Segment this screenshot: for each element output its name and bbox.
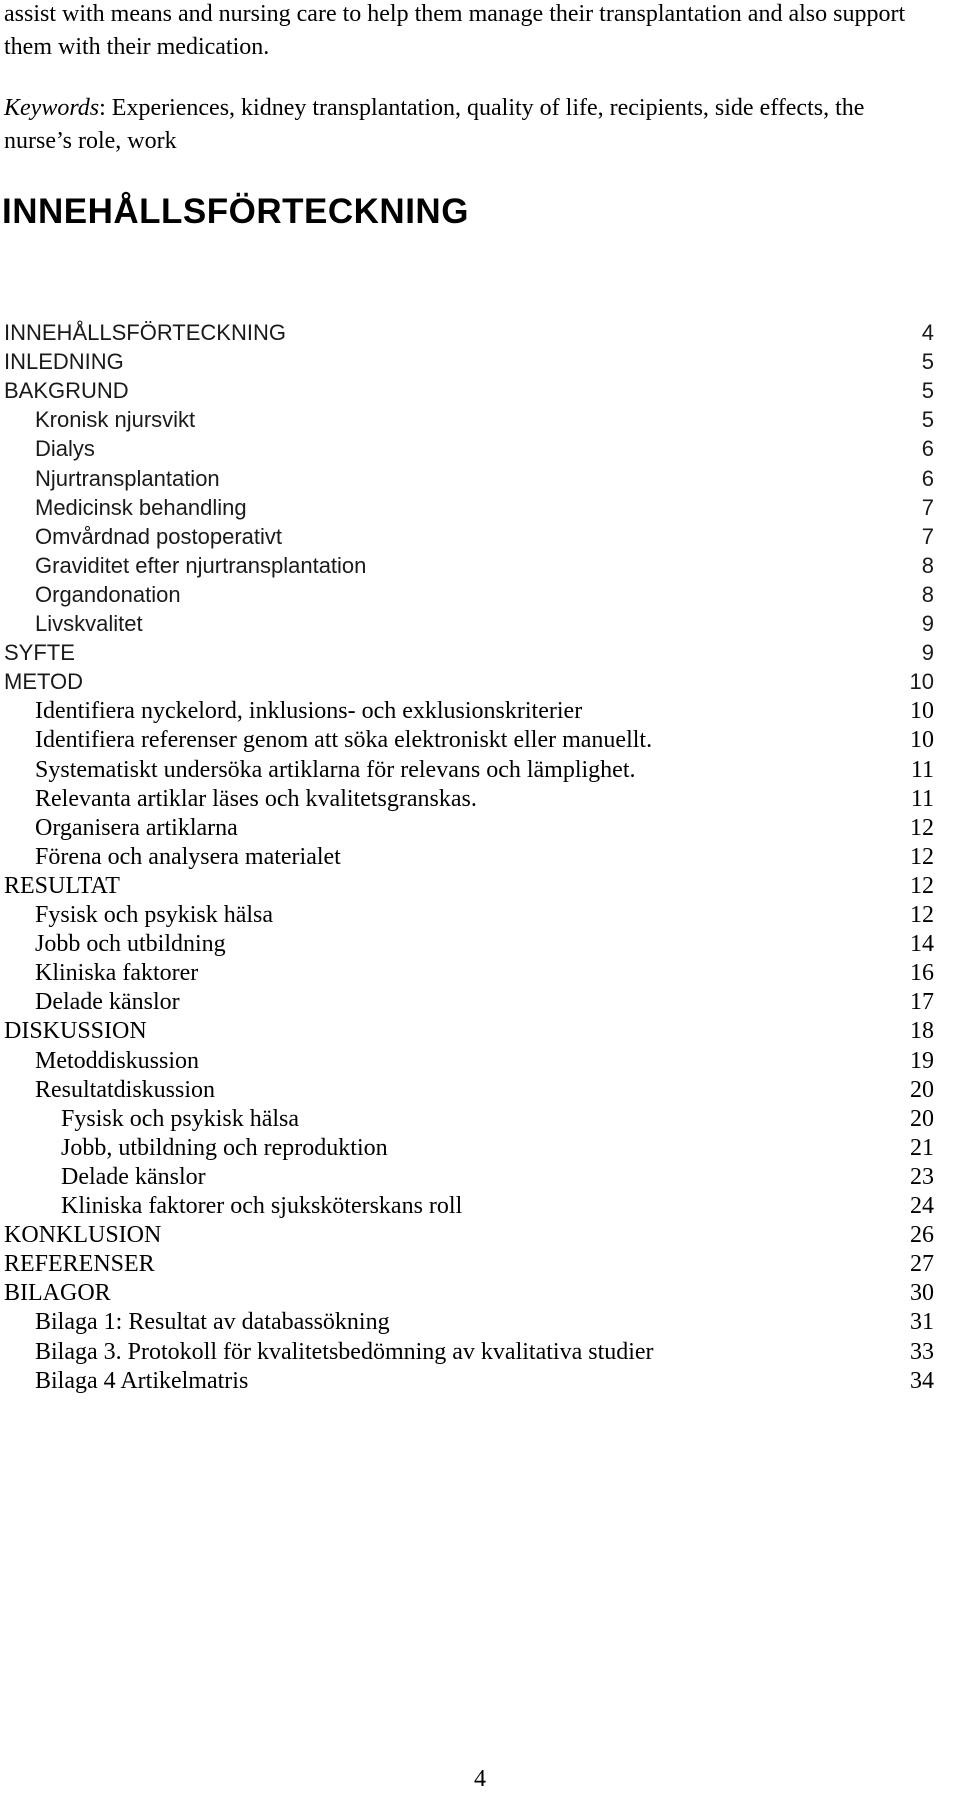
toc-entry-title: BAKGRUND — [4, 378, 129, 404]
toc-entry-page: 5 — [921, 349, 934, 375]
toc-entry[interactable] — [4, 1016, 934, 1048]
toc-entry[interactable] — [4, 376, 934, 408]
toc-entry-title: Resultatdiskussion — [35, 1076, 216, 1103]
toc-entry[interactable] — [4, 900, 934, 932]
toc-entry-title: BILAGOR — [4, 1280, 111, 1307]
toc-entry-page: 7 — [921, 523, 934, 549]
toc-entry-title: Identifiera nyckelord, inklusions- och exklusionskriterier — [35, 698, 583, 725]
toc-entry[interactable] — [4, 696, 934, 728]
page-number: 4 — [474, 1766, 486, 1792]
toc-entry-title: Relevanta artiklar läses och kvalitetsgranskas. — [35, 785, 477, 812]
toc-entry[interactable] — [4, 580, 934, 612]
toc-entry[interactable] — [4, 1162, 934, 1194]
toc-entry-page: 5 — [921, 407, 934, 433]
toc-entry[interactable] — [4, 784, 934, 816]
toc-entry-page: 12 — [910, 814, 934, 841]
toc-entry[interactable] — [4, 347, 934, 379]
toc-entry-title: Jobb, utbildning och reproduktion — [61, 1134, 388, 1161]
toc-entry-page: 34 — [910, 1367, 934, 1394]
toc-entry[interactable] — [4, 1133, 934, 1165]
toc-entry[interactable] — [4, 1075, 934, 1107]
toc-entry-page: 31 — [910, 1309, 934, 1336]
toc-entry-page: 9 — [921, 611, 934, 636]
toc-entry[interactable] — [4, 1278, 934, 1310]
toc-entry-page: 10 — [909, 669, 934, 695]
toc-entry[interactable] — [4, 1249, 934, 1281]
toc-entry[interactable] — [4, 318, 934, 350]
toc-entry-title: Organdonation — [35, 581, 181, 607]
toc-entry-title: Delade känslor — [35, 989, 180, 1016]
toc-entry-page: 27 — [910, 1251, 934, 1278]
toc-entry-title: Fysisk och psykisk hälsa — [35, 902, 274, 928]
intro-paragraph: assist with means and nursing care to help them manage their transplantation and also support them with their medication. — [4, 1, 906, 60]
toc-entry-title: KONKLUSION — [4, 1222, 162, 1249]
toc-entry-title: RESULTAT — [4, 872, 120, 899]
toc-entry[interactable] — [4, 929, 934, 961]
toc-entry[interactable] — [4, 987, 934, 1019]
toc-entry-title: Förena och analysera materialet — [35, 843, 341, 870]
toc-entry-title: Jobb och utbildning — [35, 931, 226, 958]
toc-entry-title: Bilaga 4 Artikelmatris — [35, 1367, 249, 1394]
toc-entry-page: 4 — [921, 320, 934, 345]
toc-entry-title: Fysisk och psykisk hälsa — [61, 1105, 300, 1132]
toc-entry[interactable] — [4, 434, 934, 466]
toc-entry-title: Identifiera referenser genom att söka elektroniskt eller manuellt. — [35, 727, 653, 754]
toc-entry[interactable] — [4, 1307, 934, 1339]
toc-entry-title: DISKUSSION — [4, 1018, 147, 1045]
toc-entry-page: 10 — [910, 698, 934, 725]
toc-entry-page: 19 — [910, 1047, 934, 1074]
toc-entry-page: 10 — [910, 727, 934, 754]
toc-entry-page: 20 — [910, 1076, 934, 1103]
toc-entry-title: Delade känslor — [61, 1163, 206, 1190]
toc-entry-page: 8 — [921, 552, 934, 578]
toc-entry-page: 12 — [910, 872, 934, 899]
toc-entry-title: Kliniska faktorer — [35, 960, 199, 987]
toc-entry-title: Systematiskt undersöka artiklarna för relevans och lämplighet. — [35, 756, 636, 783]
toc-entry-page: 20 — [910, 1105, 934, 1132]
toc-entry[interactable] — [4, 464, 934, 496]
toc-entry-title: Bilaga 3. Protokoll för kvalitetsbedömning av kvalitativa studier — [35, 1338, 654, 1365]
toc-entry-page: 17 — [910, 989, 934, 1016]
toc-entry-title: SYFTE — [4, 640, 75, 666]
toc-entry-page: 8 — [921, 581, 934, 607]
toc-entry-title: Kliniska faktorer och sjuksköterskans roll — [61, 1193, 463, 1219]
toc-entry-page: 24 — [910, 1193, 934, 1219]
toc-entry-page: 6 — [921, 436, 934, 462]
toc-entry-title: Omvårdnad postoperativt — [35, 523, 283, 549]
toc-entry-title: Njurtransplantation — [35, 465, 220, 491]
toc-entry[interactable] — [4, 958, 934, 990]
toc-entry-title: Kronisk njursvikt — [35, 407, 196, 433]
toc-entry-page: 16 — [910, 960, 934, 987]
toc-entry[interactable] — [4, 755, 934, 787]
toc-entry[interactable] — [4, 1337, 934, 1369]
toc-entry-page: 11 — [910, 785, 934, 812]
toc-entry-title: Livskvalitet — [35, 611, 143, 636]
toc-entry[interactable] — [4, 1191, 934, 1223]
toc-entry-page: 12 — [910, 902, 934, 928]
toc-entry[interactable] — [4, 522, 934, 554]
toc-entry-page: 7 — [921, 494, 934, 520]
toc-entry-page: 21 — [910, 1134, 934, 1161]
toc-entry-title: REFERENSER — [4, 1251, 155, 1278]
toc-entry[interactable] — [4, 842, 934, 874]
toc-entry-title: Medicinsk behandling — [35, 494, 247, 520]
toc-entry-title: METOD — [4, 669, 84, 695]
toc-entry[interactable] — [4, 609, 934, 641]
toc-entry-title: Organisera artiklarna — [35, 814, 238, 841]
toc-entry-page: 11 — [910, 756, 934, 783]
toc-entry-page: 23 — [910, 1163, 934, 1190]
toc-entry[interactable] — [4, 638, 934, 670]
toc-entry[interactable] — [4, 551, 934, 583]
toc-entry[interactable] — [4, 493, 934, 525]
toc-entry[interactable] — [4, 405, 934, 437]
toc-entry[interactable] — [4, 667, 934, 699]
toc-entry[interactable] — [4, 725, 934, 757]
toc-entry-page: 6 — [921, 465, 934, 491]
toc-entry-title: Dialys — [35, 436, 95, 462]
toc-entry[interactable] — [4, 1366, 934, 1398]
toc-entry[interactable] — [4, 1220, 934, 1252]
toc-entry-title: Bilaga 1: Resultat av databassökning — [35, 1309, 390, 1336]
toc-heading: INNEHÅLLSFÖRTECKNING — [2, 192, 469, 231]
toc-entry[interactable] — [4, 813, 934, 845]
toc-entry-page: 5 — [921, 378, 934, 404]
toc-entry-title: INNEHÅLLSFÖRTECKNING — [4, 320, 286, 345]
toc-entry-page: 14 — [910, 931, 934, 958]
toc-entry-title: INLEDNING — [4, 349, 124, 375]
toc-entry-page: 26 — [910, 1222, 934, 1249]
keywords-line — [4, 92, 934, 158]
toc-entry-page: 30 — [910, 1280, 934, 1307]
toc-entry-page: 12 — [910, 843, 934, 870]
keywords-text: : Experiences, kidney transplantation, quality of life, recipients, side effects, the nurse’s role, work — [4, 95, 865, 154]
toc-entry-title: Graviditet efter njurtransplantation — [35, 552, 367, 578]
toc-entry[interactable] — [4, 871, 934, 903]
toc-entry[interactable] — [4, 1104, 934, 1136]
toc-entry-title: Metoddiskussion — [35, 1047, 200, 1074]
toc-entry[interactable] — [4, 1046, 934, 1078]
keywords-label: Keywords — [4, 95, 100, 121]
toc-entry-page: 18 — [910, 1018, 934, 1045]
toc-entry-page: 33 — [910, 1338, 934, 1365]
toc-entry-page: 9 — [921, 640, 934, 666]
